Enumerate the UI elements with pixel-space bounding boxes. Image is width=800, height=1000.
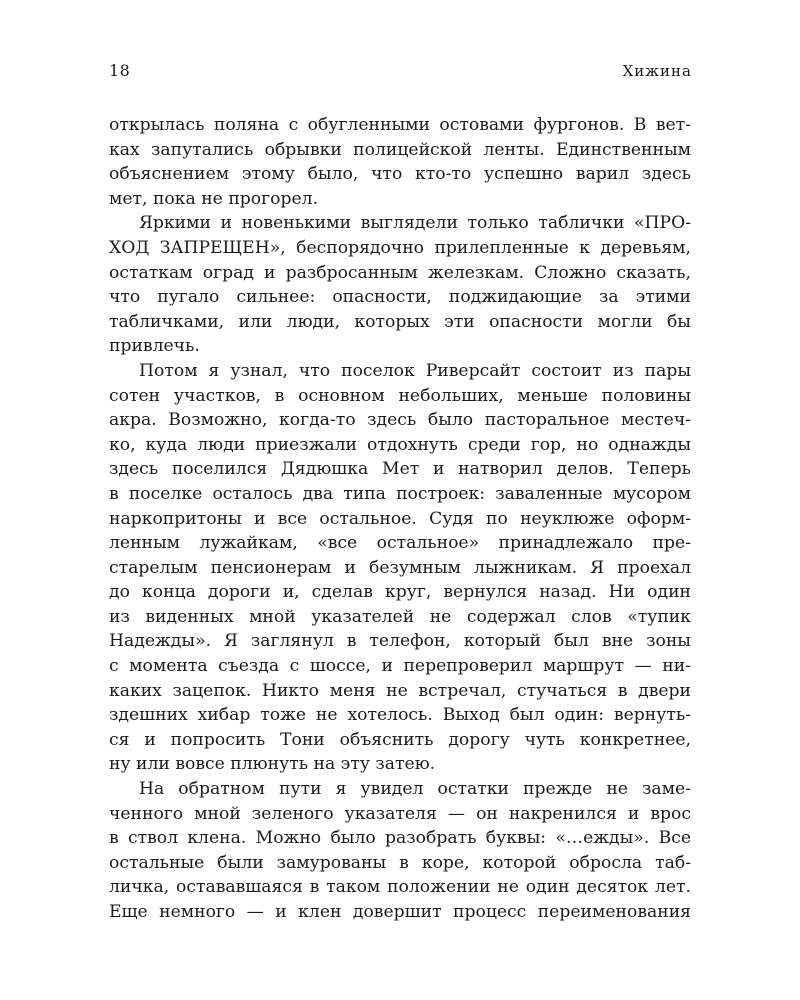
text-line: до конца дороги и, сделав круг, вернулся назад. Ни один xyxy=(109,582,691,603)
running-head-title: Хижина xyxy=(622,62,692,80)
text-line: личка, остававшаяся в таком положении не один десяток лет. xyxy=(109,877,691,898)
text-line: Еще немного — и клен довершит процесс переименования xyxy=(109,902,691,922)
text-line: Потом я узнал, что поселок Риверсайт состоит из пары xyxy=(139,360,691,381)
text-line: Яркими и новенькими выглядели только таблички «ПРО- xyxy=(139,213,691,234)
text-line: остаткам оград и разбросанным железкам. Сложно сказать, xyxy=(109,262,691,283)
text-line: в поселке осталось два типа построек: заваленные мусором xyxy=(109,483,691,504)
text-line: ХОД ЗАПРЕЩЕН», беспорядочно прилепленные к деревьям, xyxy=(109,237,691,258)
text-line: наркопритоны и все остальное. Судя по неуклюже оформ- xyxy=(109,508,691,529)
text-line: здесь поселился Дядюшка Мет и натворил делов. Теперь xyxy=(109,459,691,480)
text-line: остальные были замурованы в коре, которой обросла таб- xyxy=(109,852,691,873)
text-line: ленным лужайкам, «все остальное» принадлежало пре- xyxy=(109,533,691,554)
text-line: из виденных мной указателей не содержал слов «тупик xyxy=(109,606,691,627)
body-text xyxy=(109,113,691,925)
text-line: ся и попросить Тони объяснить дорогу чуть конкретнее, xyxy=(109,729,691,750)
text-line: ну или вовсе плюнуть на эту затею. xyxy=(109,754,436,775)
text-line: с момента съезда с шоссе, и перепроверил маршрут — ни- xyxy=(109,656,691,677)
text-line: акра. Возможно, когда-то здесь было пасторальное местеч- xyxy=(109,410,691,431)
text-line: ченного мной зеленого указателя — он накренился и врос xyxy=(109,803,691,824)
text-line: Надежды». Я заглянул в телефон, который был вне зоны xyxy=(109,631,691,652)
text-line: привлечь. xyxy=(109,336,200,357)
text-line: сотен участков, в основном небольших, меньше половины xyxy=(109,385,691,406)
text-line: ко, куда люди приезжали отдохнуть среди гор, но однажды xyxy=(109,434,691,455)
text-line: объяснением этому было, что кто-то успешно варил здесь xyxy=(109,164,691,185)
text-line: мет, пока не прогорел. xyxy=(109,188,319,209)
text-line: открылась поляна с обугленными остовами фургонов. В вет- xyxy=(109,115,691,135)
text-line: в ствол клена. Можно было разобрать буквы: «…ежды». Все xyxy=(109,828,691,849)
text-line: здешних хибар тоже не хотелось. Выход был один: вернуть- xyxy=(109,705,691,726)
text-line: каких зацепок. Никто меня не встречал, стучаться в двери xyxy=(109,680,691,701)
text-line: старелым пенсионерам и безумным лыжникам. Я проехал xyxy=(109,557,691,578)
text-line: ках запутались обрывки полицейской ленты. Единственным xyxy=(109,139,691,160)
text-line: что пугало сильнее: опасности, поджидающие за этими xyxy=(109,287,691,308)
text-line: табличками, или люди, которых эти опасности могли бы xyxy=(109,311,691,332)
page-number: 18 xyxy=(109,61,131,80)
text-line: На обратном пути я увидел остатки прежде не заме- xyxy=(139,779,691,800)
